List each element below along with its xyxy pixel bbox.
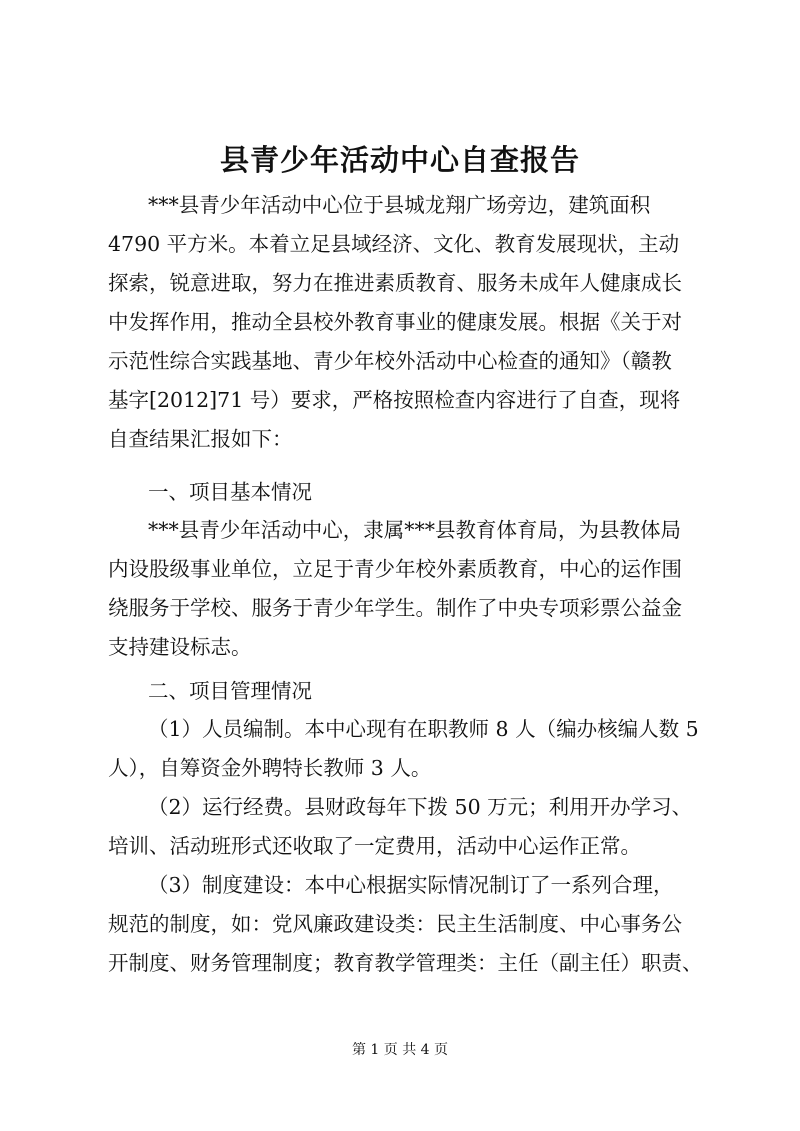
body-line-17: 规范的制度，如：党风廉政建设类：民主生活制度、中心事务公	[108, 912, 682, 936]
body-line-8: ***县青少年活动中心，隶属***县教育体育局，为县教体局	[148, 518, 681, 542]
body-line-18: 开制度、财务管理制度；教育教学管理类：主任（副主任）职责、	[108, 951, 703, 975]
body-line-5: 示范性综合实践基地、青少年校外活动中心检查的通知》（赣教	[108, 349, 672, 373]
section-heading-2: 二、项目管理情况	[148, 679, 312, 703]
document-title: 县青少年活动中心自查报告	[219, 143, 580, 177]
body-line-15: 培训、活动班形式还收取了一定费用，活动中心运作正常。	[108, 834, 641, 858]
body-line-9: 内设股级事业单位，立足于青少年校外素质教育，中心的运作围	[108, 557, 682, 581]
body-line-11: 支持建设标志。	[108, 635, 252, 659]
body-line-7: 自查结果汇报如下：	[108, 427, 293, 451]
body-line-13: 人），自筹资金外聘特长教师 3 人。	[108, 756, 432, 780]
body-line-3: 探索，锐意进取，努力在推进素质教育、服务未成年人健康成长	[108, 271, 682, 295]
body-line-16: （3）制度建设：本中心根据实际情况制订了一系列合理，	[148, 873, 674, 897]
body-line-6: 基字[2012]71 号）要求，严格按照检查内容进行了自查，现将	[108, 388, 681, 412]
body-line-2: 4790 平方米。本着立足县域经济、文化、教育发展现状，主动	[108, 232, 680, 256]
body-line-4: 中发挥作用，推动全县校外教育事业的健康发展。根据《关于对	[108, 310, 682, 334]
body-line-10: 绕服务于学校、服务于青少年学生。制作了中央专项彩票公益金	[108, 596, 682, 620]
body-line-1: ***县青少年活动中心位于县城龙翔广场旁边，建筑面积	[148, 193, 651, 217]
body-line-12: （1）人员编制。本中心现有在职教师 8 人（编办核编人数 5	[148, 717, 699, 741]
section-heading-1: 一、项目基本情况	[148, 480, 312, 504]
body-line-14: （2）运行经费。县财政每年下拨 50 万元；利用开办学习、	[148, 795, 693, 819]
page-footer: 第 1 页 共 4 页	[351, 1042, 449, 1058]
